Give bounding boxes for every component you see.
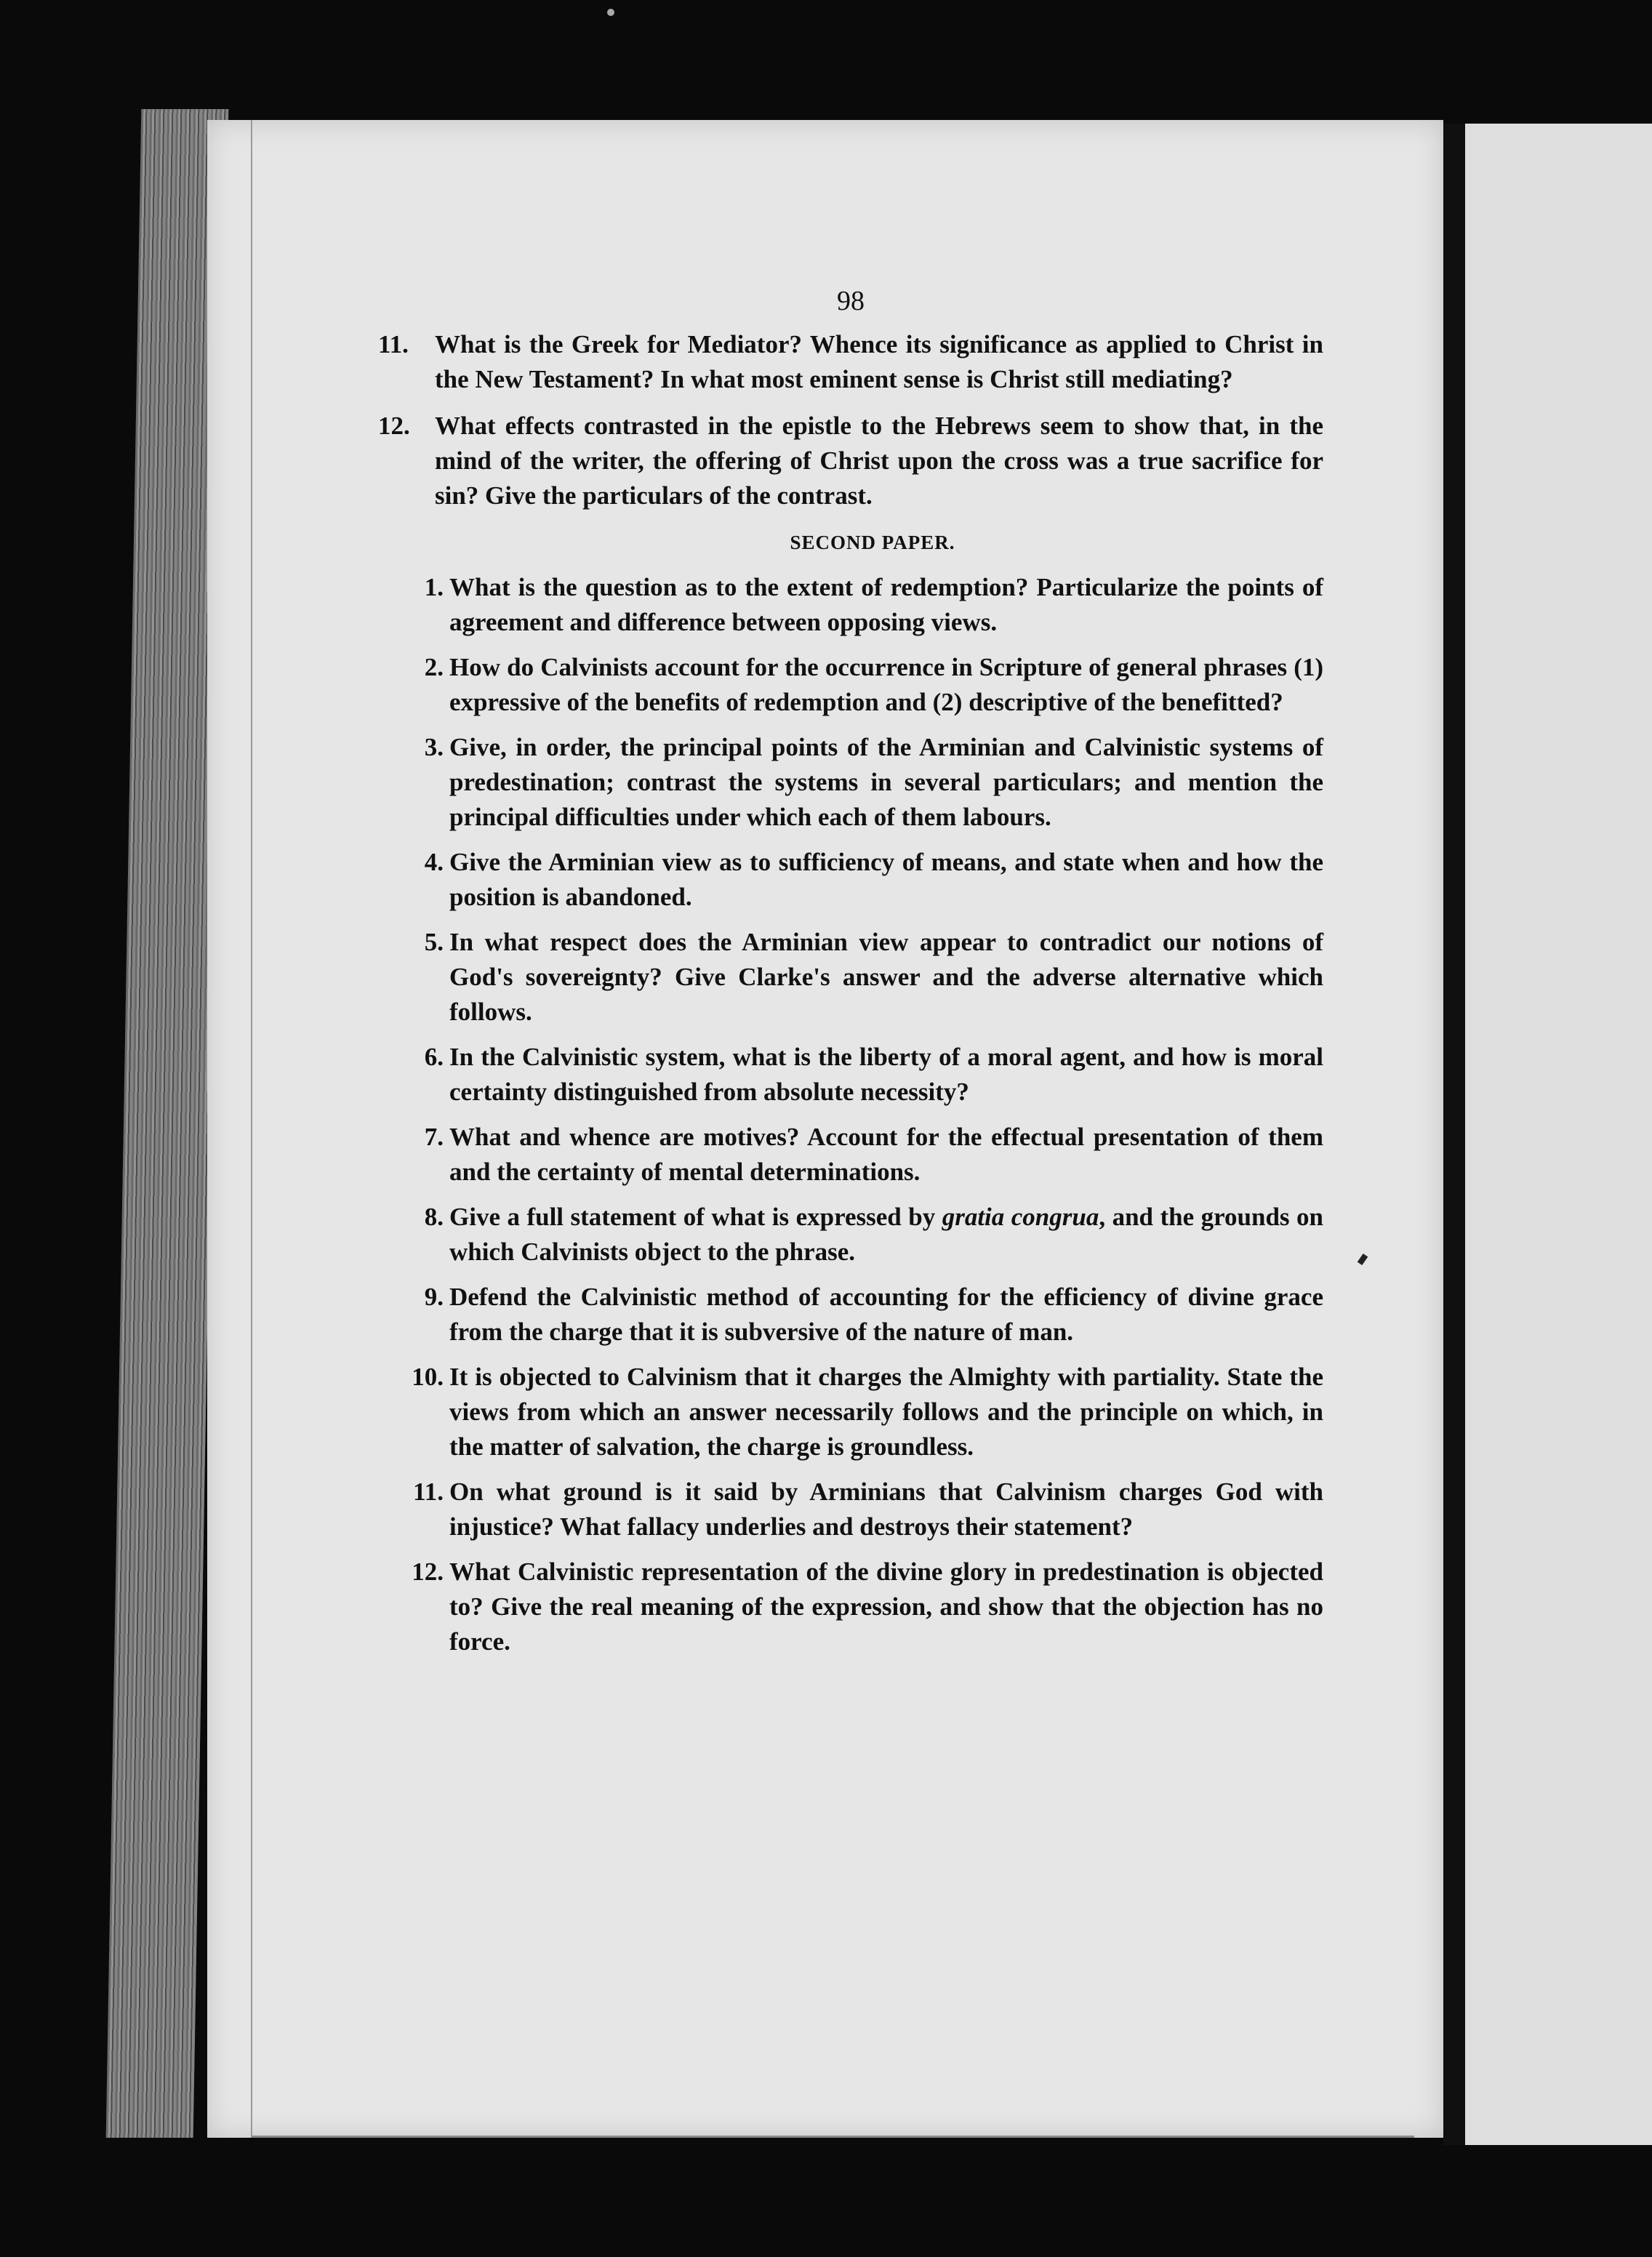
question-number: 4. bbox=[424, 848, 444, 876]
question-number: 10. bbox=[412, 1363, 444, 1391]
question-item bbox=[378, 650, 1323, 720]
question-number: 12. bbox=[412, 1558, 444, 1586]
question-text-part: Give a full statement of what is expressed by bbox=[449, 1203, 942, 1231]
question-text: Give the Arminian view as to sufficiency of means, and state when and how the position is abandoned. bbox=[449, 848, 1323, 911]
question-text: Give, in order, the principal points of the Arminian and Calvinistic systems of predestination; contrast the systems in several particulars; and mention the principal difficulties under which each of them labours. bbox=[449, 733, 1323, 831]
question-text: In the Calvinistic system, what is the liberty of a moral agent, and how is moral certainty distinguished from absolute necessity? bbox=[449, 1043, 1323, 1106]
question-text: In what respect does the Arminian view appear to contradict our notions of God's sovereignty? Give Clarke's answer and the adverse alternative which follows. bbox=[449, 928, 1323, 1026]
question-item bbox=[378, 1360, 1323, 1464]
question-number: 9. bbox=[424, 1283, 444, 1311]
question-number: 8. bbox=[424, 1203, 444, 1231]
question-text: What is the question as to the extent of redemption? Particularize the points of agreement and difference between opposing views. bbox=[449, 573, 1323, 636]
section-heading: SECOND PAPER. bbox=[790, 532, 955, 553]
question-number: 2. bbox=[424, 653, 444, 681]
question-item bbox=[378, 1280, 1323, 1350]
question-number: 5. bbox=[424, 928, 444, 956]
question-text: It is objected to Calvinism that it charges the Almighty with partiality. State the views from which an answer necessarily follows and the principle on which, in the matter of salvation, the charge is groundless. bbox=[449, 1363, 1323, 1461]
ink-speck bbox=[607, 9, 614, 16]
question-number: 3. bbox=[424, 733, 444, 761]
question-text: What Calvinistic representation of the divine glory in predestination is objected to? Give the real meaning of the expression, and show that the objection has no force. bbox=[449, 1558, 1323, 1656]
question-item bbox=[378, 1200, 1323, 1270]
question-number: 11. bbox=[413, 1478, 444, 1506]
question-number: 6. bbox=[424, 1043, 444, 1071]
question-text: Defend the Calvinistic method of accounting for the efficiency of divine grace from the charge that it is subversive of the nature of man. bbox=[449, 1283, 1323, 1346]
question-text bbox=[449, 1200, 1323, 1270]
question-item bbox=[378, 845, 1323, 915]
question-item bbox=[378, 1040, 1323, 1110]
question-item bbox=[378, 925, 1323, 1030]
page-number: 98 bbox=[837, 286, 865, 316]
question-item bbox=[378, 1555, 1323, 1659]
latin-phrase: gratia congrua bbox=[942, 1203, 1099, 1231]
question-text-part: , and the grounds on which Calvinists object to the phrase. bbox=[449, 1203, 1323, 1266]
question-number: 11. bbox=[378, 330, 409, 358]
question-number: 1. bbox=[424, 573, 444, 601]
question-item bbox=[378, 327, 1323, 397]
question-number: 12. bbox=[378, 412, 410, 440]
question-item bbox=[378, 1120, 1323, 1190]
question-text: What effects contrasted in the epistle to the Hebrews seem to show that, in the mind of the writer, the offering of Christ upon the cross was a true sacrifice for sin? Give the particulars of the contrast. bbox=[435, 412, 1323, 510]
question-item bbox=[378, 570, 1323, 640]
question-number: 7. bbox=[424, 1123, 444, 1151]
question-item bbox=[378, 409, 1323, 513]
question-text: On what ground is it said by Arminians that Calvinism charges God with injustice? What fallacy underlies and destroys their statement? bbox=[449, 1478, 1323, 1541]
question-item bbox=[378, 730, 1323, 835]
page-content bbox=[378, 327, 1323, 1669]
question-text: How do Calvinists account for the occurrence in Scripture of general phrases (1) expressive of the benefits of redemption and (2) descriptive of the benefitted? bbox=[449, 653, 1323, 716]
facing-page bbox=[1465, 124, 1652, 2145]
question-text: What and whence are motives? Account for the effectual presentation of them and the certainty of mental determinations. bbox=[449, 1123, 1323, 1186]
question-item bbox=[378, 1475, 1323, 1544]
second-paper-questions bbox=[378, 570, 1323, 1659]
question-text: What is the Greek for Mediator? Whence its significance as applied to Christ in the New Testament? In what most eminent sense is Christ still mediating? bbox=[435, 330, 1323, 393]
gutter-shadow bbox=[1443, 124, 1465, 2145]
